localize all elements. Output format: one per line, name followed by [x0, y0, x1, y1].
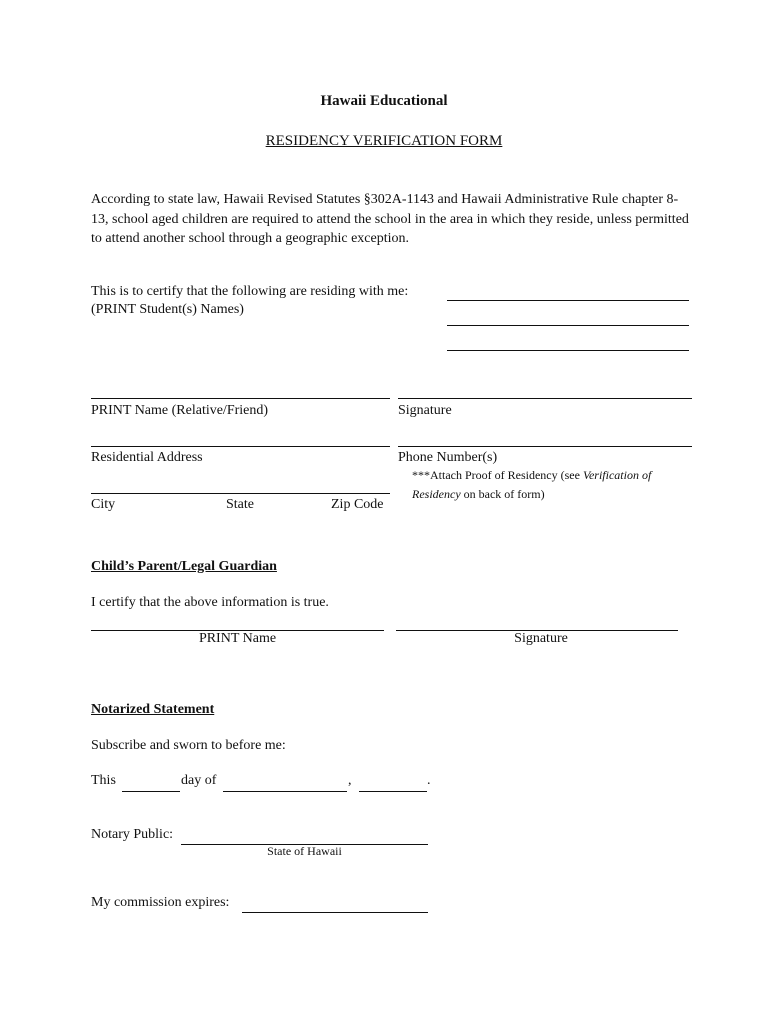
relative-name-label: PRINT Name (Relative/Friend)	[91, 403, 269, 418]
phone-line[interactable]	[398, 446, 692, 447]
day-field-line[interactable]	[122, 791, 180, 792]
comma-mark: ,	[348, 773, 352, 788]
notary-public-label: Notary Public:	[91, 827, 174, 842]
city-state-zip-line[interactable]	[91, 493, 390, 494]
attach-proof-note	[412, 468, 651, 483]
form-subtitle: RESIDENCY VERIFICATION FORM	[265, 133, 503, 149]
address-label: Residential Address	[91, 450, 203, 465]
attach-prefix: ***Attach Proof of Residency (see	[412, 468, 583, 482]
phone-label: Phone Number(s)	[398, 450, 498, 465]
period-mark: .	[427, 773, 431, 788]
student-name-line-3[interactable]	[447, 350, 689, 351]
attach-suffix: on back of form)	[460, 487, 545, 501]
student-name-line-2[interactable]	[447, 325, 689, 326]
relative-signature-line[interactable]	[398, 398, 692, 399]
commission-date-line[interactable]	[242, 912, 428, 913]
attach-italic-2: Residency	[412, 487, 461, 501]
print-students-label: (PRINT Student(s) Names)	[91, 302, 244, 317]
certify-text: This is to certify that the following are residing with me:	[91, 284, 409, 299]
sworn-statement: Subscribe and sworn to before me:	[91, 738, 286, 753]
guardian-statement: I certify that the above information is true.	[91, 595, 329, 610]
attach-proof-note-cont	[412, 487, 545, 502]
attach-italic-1: Verification of	[582, 468, 652, 482]
intro-paragraph: According to state law, Hawaii Revised Statutes §302A-1143 and Hawaii Administrative Rule chapter 8-13, school aged children are required to attend the school in the area in which they reside, unless permitted to attend another school through a geographic exception.	[91, 192, 689, 246]
guardian-heading: Child’s Parent/Legal Guardian	[91, 559, 277, 574]
address-line[interactable]	[91, 446, 390, 447]
student-name-line-1[interactable]	[447, 300, 689, 301]
commission-label: My commission expires:	[91, 895, 230, 910]
zip-label: Zip Code	[331, 497, 384, 512]
form-title: Hawaii Educational	[320, 93, 448, 109]
notary-heading: Notarized Statement	[91, 702, 215, 717]
city-label: City	[91, 497, 116, 512]
this-label: This	[91, 773, 116, 788]
state-label: State	[226, 497, 254, 512]
day-of-label: day of	[181, 773, 217, 788]
relative-name-line[interactable]	[91, 398, 390, 399]
state-of-hawaii-label: State of Hawaii	[267, 844, 342, 858]
year-field-line[interactable]	[359, 791, 427, 792]
month-field-line[interactable]	[223, 791, 347, 792]
guardian-signature-label: Signature	[514, 631, 568, 646]
relative-signature-label: Signature	[398, 403, 452, 418]
guardian-name-label: PRINT Name	[198, 631, 277, 646]
